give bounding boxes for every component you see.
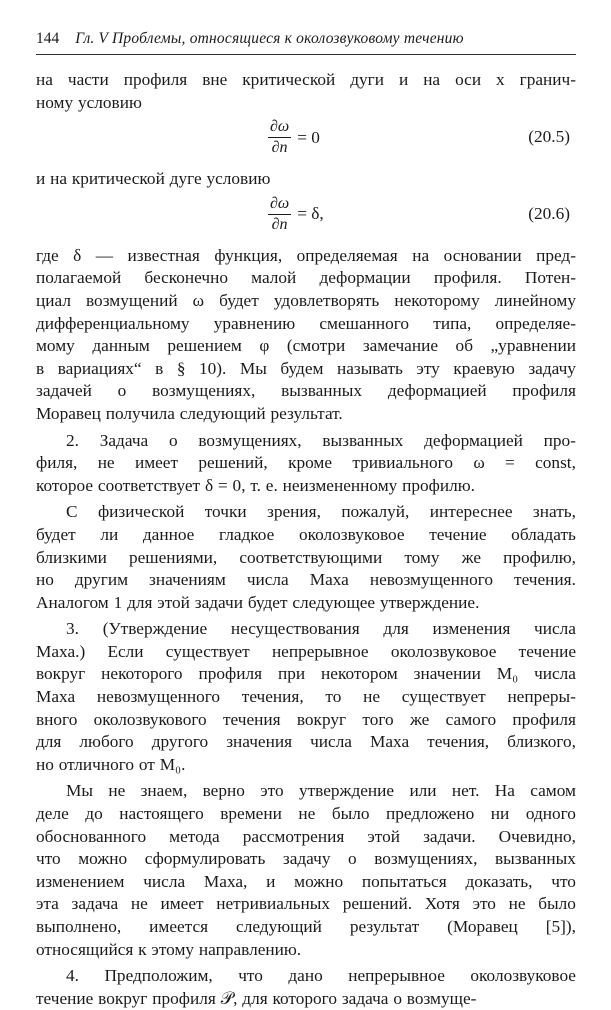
text-line: Мы не знаем, верно это утверждение или нет. На самом (66, 781, 576, 801)
text-line: вокруг некоторого профиля при некотором значении M₀ числа (36, 664, 576, 684)
fraction: $\frac{\partial\omega}{\partial n}$ (270, 194, 290, 233)
text-line: 2. Задача о возмущениях, вызванных деформацией про- (66, 430, 576, 450)
running-title: Гл. V Проблемы, относящиеся к околозвуковому течению (75, 30, 464, 47)
text-line: и на критической дуге условию (36, 169, 271, 189)
equation-20-5: $\frac{\partial\omega}{\partial n}$ = 0 (20.5) (270, 118, 570, 157)
text-line: но отличного от M₀. (36, 754, 186, 774)
fraction: $\frac{\partial\omega}{\partial n}$ (270, 118, 290, 157)
text-line: изменением числа Маха, и можно попытаться доказать, что (36, 871, 576, 891)
paragraph-3 (36, 245, 576, 426)
text-line: филя, не имеет решений, кроме тривиального ω = const, (36, 453, 576, 473)
text-line: выполнено, имеется следующий результат (Моравец [5]), (36, 917, 576, 936)
text-line: мому данным решением φ (смотри замечание об „уравнении (36, 336, 576, 356)
text-line: Моравец получила следующий результат. (36, 403, 343, 423)
text-line: для любого другого значения числа Маха течения, близкого, (36, 732, 576, 752)
text-line: ному условию (36, 92, 142, 112)
book-page (36, 30, 576, 1010)
page-number: 144 (36, 30, 60, 47)
text-line: где δ — известная функция, определяемая на основании пред- (36, 245, 576, 265)
paragraph-6 (36, 618, 576, 776)
equation-number: (20.6) (528, 203, 570, 223)
equation-number: (20.5) (528, 127, 570, 147)
text-line: 4. Предположим, что дано непрерывное околозвуковое (66, 966, 576, 986)
text-line: но другим значениям числа Маха невозмущенного течения. (36, 570, 576, 590)
text-line: в вариациях“ в § 10). Мы будем называть эту краевую задачу (36, 358, 576, 378)
text-line: С физической точки зрения, пожалуй, интереснее знать, (66, 502, 576, 522)
text-line: относящийся к этому направлению. (36, 939, 302, 959)
text-line: Маха невозмущенного течения, то не существует непреры- (36, 687, 576, 707)
text-line: близкими решениями, соответствующими тому же профилю, (36, 547, 576, 567)
text-line: полагаемой бесконечно малой деформации профиля. Потен- (36, 268, 576, 288)
text-line: деле до настоящего времени не было предложено ни одного (36, 804, 576, 824)
text-line: течение вокруг профиля 𝒫, для которого задача о возмуще- (36, 988, 477, 1008)
equation-20-6: $\frac{\partial\omega}{\partial n}$ = δ, (20.6) (270, 194, 570, 233)
text-line: Аналогом 1 для этой задачи будет следующее утверждение. (36, 592, 480, 612)
paragraph-7 (36, 780, 576, 961)
text-line: на части профиля вне критической дуги и на оси x гранич- (36, 70, 576, 89)
paragraph-8 (36, 965, 576, 1010)
running-header (36, 30, 576, 55)
text-line: циал возмущений ω будет удовлетворять некоторому линейному (36, 290, 576, 310)
text-line: эта задача не имеет нетривиальных решений. Хотя это не было (36, 894, 576, 914)
text-line: что можно сформулировать задачу о возмущениях, вызванных (36, 849, 576, 869)
text-line: будет ли данное гладкое околозвуковое течение обладать (36, 524, 576, 544)
text-line: 3. (Утверждение несуществования для изменения числа (66, 619, 576, 639)
text-line: Маха.) Если существует непрерывное околозвуковое течение (36, 641, 576, 661)
text-line: которое соответствует δ = 0, т. е. неизмененному профилю. (36, 475, 475, 495)
paragraph-1 (36, 69, 576, 114)
text-line: дифференциальному уравнению смешанного типа, определяе- (36, 313, 576, 333)
paragraph-2 (36, 168, 576, 191)
text-line: вного околозвукового течения вокруг того же самого профиля (36, 709, 576, 729)
text-line: обоснованного метода рассмотрения этой задачи. Очевидно, (36, 826, 576, 846)
paragraph-5 (36, 501, 576, 614)
text-line: задачей о возмущениях, вызванных деформацией профиля (36, 381, 576, 401)
paragraph-4 (36, 430, 576, 498)
